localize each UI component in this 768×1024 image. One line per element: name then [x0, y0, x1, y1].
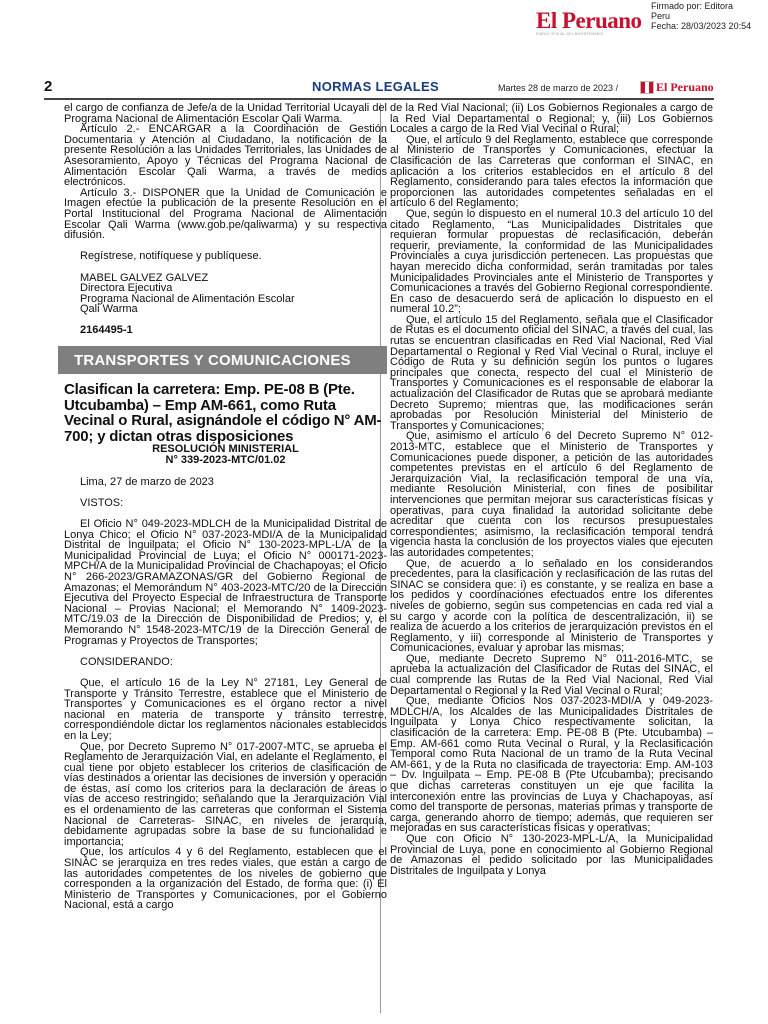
peru-flag-icon: [640, 81, 654, 94]
signatory-name: MABEL GALVEZ GALVEZ: [80, 271, 209, 284]
el-peruano-logo: El Peruano: [536, 8, 642, 33]
section-title: NORMAS LEGALES: [312, 79, 439, 94]
page-header: [44, 78, 714, 98]
article-2: Artículo 2.- ENCARGAR a la Coordinación de Gestión Documentaria y Atención al Ciudadano, la notificación de la presente Resolución a las Unidades Territoriales, las Unidades de Asesoramiento, Apoyo y Técnicas del Programa Nacional de Alimentación Escolar Qali Warma, a través de medios electrónicos.: [64, 123, 387, 189]
paragraph: Que, de acuerdo a lo señalado en los considerandos precedentes, para la clasificación y reclasificación de las rutas del SINAC se considera que: i) es constante, y se realiza en base a los pedidos y coordinaciones efectuados entre los diferentes niveles de gobierno, según sus competencias en cada red vial a su cargo y acorde con la política de descentralización, ii) se realiza de acuerdo a los criterios de jerarquización previstos en el Reglamento, y iii) corresponde al Ministerio de Transportes y Comunicaciones, evaluar y aprobar las mismas;: [390, 557, 713, 655]
logo-subtitle: DIARIO OFICIAL DEL BICENTENARIO: [536, 32, 604, 36]
paragraph: Que, el artículo 16 de la Ley N° 27181, Ley General de Transporte y Tránsito Terrestre, establece que el Ministerio de Transportes y Comunicaciones es el órgano rector a nivel nacional en materia de transporte y tránsito terrestre, correspondiéndole dictar los reglamentos nacionales establecidos en la Ley;: [64, 676, 387, 742]
issue-date: Martes 28 de marzo de 2023 /: [498, 83, 619, 93]
closing-formula: Regístrese, notifíquese y publíquese.: [80, 250, 262, 263]
header-brand: El Peruano: [656, 80, 714, 94]
considerando-heading: CONSIDERANDO:: [80, 655, 173, 668]
article-3: Artículo 3.- DISPONER que la Unidad de Comunicación e Imagen efectúe la publicación de la presente Resolución en el Portal Institucional del Programa Nacional de Alimentación Escolar Qali Warma (www.gob.pe/qaliwarma) y su respectiva difusión.: [64, 186, 387, 242]
publication-code: 2164495-1: [80, 324, 133, 337]
paragraph: Que, por Decreto Supremo N° 017-2007-MTC, se aprueba el Reglamento de Jerarquización Vial, en adelante el Reglamento, el cual tiene por objeto establecer los criterios de clasificación de vías destinados a orientar las decisiones de inversión y operación de éstas, así como los criterios para la declaración de áreas o vías de acceso restringido; señalando que la Jerarquización Vial es el ordenamiento de las carreteras que conforman el Sistema Nacional de Carreteras- SINAC, en niveles de jerarquía, debidamente agrupadas sobre la base de su funcionalidad e importancia;: [64, 740, 387, 848]
paragraph: Que, asimismo el artículo 6 del Decreto Supremo N° 012-2013-MTC, establece que el Ministerio de Transportes y Comunicaciones puede disponer, a petición de las autoridades competentes previstas en el artículo 6 del Reglamento de Jerarquización Vial, la reclasificación temporal de una vía, mediante Resolución Ministerial, con fines de posibilitar intervenciones que permitan mejorar sus características físicas y operativas, para cuya finalidad la autoridad solicitante debe acreditar que cuenta con los recursos presupuestales correspondientes; asimismo, la reclasificación temporal tendrá vigencia hasta la conclusión de los proyectos viales que ejecuten las autoridades competentes;: [390, 430, 713, 559]
masthead: [0, 0, 768, 40]
page-number: 2: [44, 78, 53, 95]
header-rule: [44, 98, 714, 100]
paragraph: Que, el artículo 15 del Reglamento, señala que el Clasificador de Rutas es el documento oficial del SINAC, a través del cual, las rutas se encuentran clasificadas en Red Vial Nacional, Red Vial Departamental o Regional y Red Vial Vecinal o Rural, incluye el Código de Ruta y su definición según los puntos o lugares principales que conecta, respecto del cual el Ministerio de Transportes y Comunicaciones es el responsable de elaborar la actualización del Clasificador de Rutas que se aprobará mediante Decreto Supremo; mientras que, las modificaciones serán aprobadas por Resolución Ministerial del Ministerio de Transportes y Comunicaciones;: [390, 313, 713, 432]
resolution-title: Clasifican la carretera: Emp. PE-08 B (Pte. Utcubamba) – Emp AM-661, como Ruta Vecinal o Rural, asignándole el código N° AM-700; y dictan otras disposiciones: [64, 381, 382, 445]
signatory-role: Directora Ejecutiva: [80, 282, 173, 295]
resolution-number: N° 339-2023-MTC/01.02: [165, 454, 286, 467]
paragraph: El Oficio N° 049-2023-MDLCH de la Municipalidad Distrital de Lonya Chico; el Oficio N° 037-2023-MDI/A de la Municipalidad Distrital de Inguilpata; el Oficio N° 130-2023-MPL-L/A de la Municipalidad Provincial de Luya; el Oficio N° 000171-2023-MPCH/A de la Municipalidad Provincial de Chachapoyas; el Oficio N° 266-2023/GRAMAZONAS/GR del Gobierno Regional de Amazonas; el Memorándum N° 403-2023-MTC/20 de la Dirección Ejecutiva del Proyecto Especial de Infraestructura de Transporte Nacional – Provias Nacional; el Memorando N° 1409-2023-MTC/19.03 de la Dirección de Disponibilidad de Predios; y, el Memorando N° 1548-2023-MTC/19 de la Dirección General de Programas y Proyectos de Transportes;: [64, 518, 387, 647]
paragraph: Que, mediante Decreto Supremo N° 011-2016-MTC, se aprueba la actualización del Clasificador de Rutas del SINAC, el cual comprende las Rutas de la Red Vial Nacional, Red Vial Departamental o Regional y la Red Vial Vecinal o Rural;: [390, 652, 713, 697]
left-column: [64, 103, 387, 911]
paragraph: Que, según lo dispuesto en el numeral 10.3 del artículo 10 del citado Reglamento, “Las Municipalidades Distritales que requieran formular propuestas de reclasificación, deberán requerir, previamente, la conformidad de las Municipalidades Provinciales a cuya jurisdicción pertenecen. Las propuestas que hayan merecido dicha conformidad, serán tramitadas por tales Municipalidades Provinciales ante el Ministerio de Transportes y Comunicaciones a través del Gobierno Regional correspondiente. En caso de desacuerdo será de aplicación lo dispuesto en el numeral 10.2”;: [390, 207, 713, 316]
place-date: Lima, 27 de marzo de 2023: [80, 475, 214, 488]
signatory-program-2: Qali Warma: [80, 303, 138, 316]
paragraph: el cargo de confianza de Jefe/a de la Unidad Territorial Ucayali del Programa Nacional de Alimentación Escolar Qali Warma.: [64, 102, 387, 125]
paragraph: de la Red Vial Nacional; (ii) Los Gobiernos Regionales a cargo de la Red Vial Departamental o Regional; y, (iii) Los Gobiernos Locales a cargo de la Red Vial Vecinal o Rural;: [390, 102, 713, 136]
right-column: [390, 103, 713, 876]
resolution-heading: RESOLUCIÓN MINISTERIAL: [152, 443, 299, 456]
signatory-program: Programa Nacional de Alimentación Escolar: [80, 292, 295, 305]
paragraph: Que, los artículos 4 y 6 del Reglamento, establecen que el SINAC se jerarquiza en tres redes viales, que están a cargo de las autoridades competentes de los niveles de gobierno que corresponden a la organización del Estado, de forma que: (i) El Ministerio de Transportes y Comunicaciones, por el Gobierno Nacional, está a cargo: [64, 846, 387, 912]
digital-signature-note: Firmado por: Editora Peru Fecha: 28/03/2023 20:54: [651, 1, 752, 31]
vistos-heading: VISTOS:: [80, 496, 124, 509]
paragraph: Que con Oficio N° 130-2023-MPL-L/A, la Municipalidad Provincial de Luya, pone en conocimiento al Gobierno Regional de Amazonas el pedido solicitado por las Municipalidades Distritales de Inguilpata y Lonya: [390, 832, 713, 877]
paragraph: Que, mediante Oficios Nos 037-2023-MDI/A y 049-2023-MDLCH/A, los Alcaldes de las Municipalidades Distritales de Inguilpata y Lonya Chico respectivamente solicitan, la clasificación de la carretera: Emp. PE-08 B (Pte. Utcubamba) – Emp. AM-661 como Ruta Vecinal o Rural, y la Reclasificación Temporal como Ruta Nacional de un tramo de la Ruta Vecinal AM-661, y de la Ruta no clasificada de trayectoria: Emp. AM-103 – Dv. Inguilpata – Emp. PE-08 B (Pte Utcubamba); precisando que dichas carreteras constituyen un eje que facilita la interconexión entre las provincias de Luya y Chachapoyas, así como del transporte de personas, materias primas y transporte de carga, generando ahorro de tiempo; además, que requieren ser mejoradas en sus características físicas y operativas;: [390, 695, 713, 835]
section-banner: TRANSPORTES Y COMUNICACIONES: [58, 346, 387, 374]
paragraph: Que, el artículo 9 del Reglamento, establece que corresponde al Ministerio de Transportes y Comunicaciones, efectuar la Clasificación de las Carreteras que conforman el SINAC, en aplicación a los criterios establecidos en el artículo 8 del Reglamento, considerando para tales efectos la información que proporcionen las autoridades competentes señaladas en el artículo 6 del Reglamento;: [390, 133, 713, 210]
